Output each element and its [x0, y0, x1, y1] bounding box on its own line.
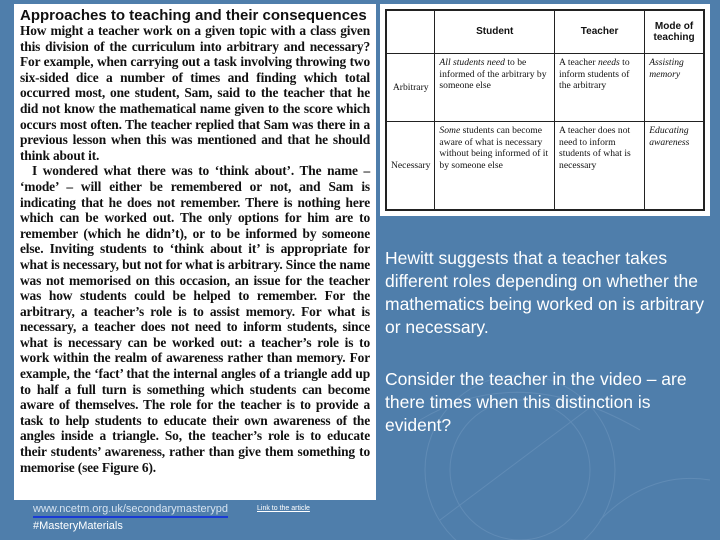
cell-teacher-necessary	[555, 122, 645, 210]
article-link[interactable]: Link to the article	[257, 505, 310, 512]
ncetm-url-link[interactable]: www.ncetm.org.uk/secondarymasterypd	[33, 503, 228, 518]
cell-emphasis: needs	[597, 57, 620, 68]
table-corner-cell	[386, 10, 435, 54]
summary-text: Hewitt suggests that a teacher takes different roles depending on whether the mathematics being worked on is arbitrary or necessary.	[385, 248, 705, 337]
table-row	[386, 122, 704, 210]
roles-table	[385, 9, 705, 211]
header-student: Student	[435, 10, 555, 54]
header-mode-of-teaching: Mode of teaching	[645, 10, 704, 54]
row-label-arbitrary: Arbitrary	[386, 54, 435, 122]
row-label-necessary: Necessary	[386, 122, 435, 210]
cell-mode-arbitrary	[645, 54, 704, 122]
article-excerpt	[14, 4, 376, 500]
cell-text: to inform students of the arbitrary	[559, 57, 630, 91]
header-teacher: Teacher	[555, 10, 645, 54]
cell-student-arbitrary	[435, 54, 555, 122]
discussion-question: Consider the teacher in the video – are there times when this distinction is evident?	[385, 369, 687, 435]
cell-text: A teacher	[559, 57, 598, 68]
article-heading: Approaches to teaching and their consequences	[20, 7, 367, 24]
article-paragraph-2: I wondered what there was to ‘think about’. The name – ‘mode’ – will either be remembered or not, and Sam is indicating that he does not remember. There is nothing here which can be worked out. The only options for him are to remember (which he didn’t), or to be informed by someone else. Inviting students to ‘think about it’ is appropriate for what is necessary, but not for what is arbitrary. Since the name was not memorised on this occasion, an issue for the teacher was how students could be helped to remember. For the arbitrary, a teacher’s role is to assist memory. For what is necessary, a teacher does not need to inform students, since what is necessary can be worked out: a teacher’s role is to work within the realm of awareness rather than memory. For example, the ‘fact’ that the internal angles of a triangle add up to half a full turn is something which students can become aware of themselves. The role for the teacher is to provide a task to help students to educate their own awareness of the angles inside a triangle. So, the teacher’s role is to educate their students’ awareness, rather than give them something to memorise (see Figure 6).	[20, 163, 370, 475]
cell-text: A teacher does not need to inform students of what is necessary	[559, 125, 631, 171]
cell-text: to be informed of the arbitrary by someone else	[439, 57, 547, 91]
article-paragraph-1: How might a teacher work on a given topic with a class given this division of the curriculum into arbitrary and necessary? For example, when carrying out a task involving throwing two six-sided dice a number of times and finding which total occurred most, one student, Sam, said to the teacher that he did not know the mathematical name given to the score which occurs most often. The teacher replied that Sam was there in a previous lesson when this was mentioned and that he should think about it.	[20, 23, 370, 163]
hashtag-label: #MasteryMaterials	[33, 520, 123, 532]
table-header-row	[386, 10, 704, 54]
cell-teacher-arbitrary	[555, 54, 645, 122]
cell-mode-necessary	[645, 122, 704, 210]
table-row	[386, 54, 704, 122]
roles-table-figure	[380, 4, 710, 216]
cell-emphasis: Educating awareness	[649, 125, 690, 148]
cell-emphasis: Some	[439, 125, 461, 137]
cell-student-necessary	[435, 122, 555, 210]
cell-text: students can become aware of what is necessary without being informed of it by someone else	[439, 125, 549, 171]
cell-emphasis: All students need	[439, 57, 505, 68]
cell-emphasis: Assisting memory	[649, 57, 684, 80]
